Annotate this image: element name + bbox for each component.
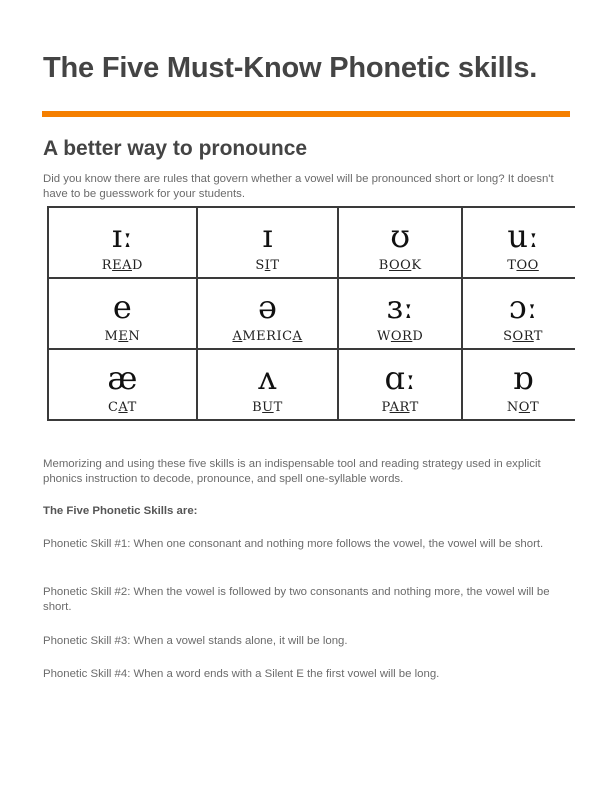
ipa-chart-cell <box>462 349 584 420</box>
underlined-vowel: A <box>292 329 303 344</box>
ipa-symbol: ʌ <box>258 359 277 397</box>
page-clip-edge <box>575 200 612 430</box>
example-word: BUT <box>252 400 283 415</box>
example-word: MEN <box>104 329 141 344</box>
ipa-chart-cell <box>48 207 197 278</box>
underlined-vowel: U <box>262 400 274 415</box>
skills-heading: The Five Phonetic Skills are: <box>43 505 198 517</box>
ipa-chart-cell <box>48 278 197 349</box>
ipa-symbol: ə <box>257 288 277 326</box>
ipa-symbol: ɪː <box>111 217 133 255</box>
example-word: TOO <box>507 258 539 273</box>
ipa-chart-row <box>48 207 612 278</box>
underlined-vowel: I <box>264 258 271 273</box>
example-word: CAT <box>107 400 137 415</box>
ipa-symbol: ɑː <box>384 359 416 397</box>
ipa-chart-cell <box>338 207 462 278</box>
example-word: AMERICA <box>232 329 303 344</box>
skill-3: Phonetic Skill #3: When a vowel stands alone, it will be long. <box>43 635 348 647</box>
example-word: WORD <box>377 329 424 344</box>
ipa-chart-row <box>48 278 612 349</box>
ipa-symbol: e <box>112 288 132 326</box>
ipa-chart-cell <box>338 278 462 349</box>
title-underline-rule <box>42 111 570 117</box>
skill-4: Phonetic Skill #4: When a word ends with a Silent E the first vowel will be long. <box>43 668 440 680</box>
ipa-chart-cell <box>462 278 584 349</box>
ipa-symbol: æ <box>107 359 138 397</box>
underlined-vowel: AR <box>389 400 410 415</box>
underlined-vowel: A <box>118 400 128 415</box>
ipa-chart-cell <box>197 207 338 278</box>
ipa-vowel-chart <box>47 206 612 421</box>
ipa-chart-cell <box>462 207 584 278</box>
skill-2: Phonetic Skill #2: When the vowel is followed by two consonants and nothing more, the vowel will be short. <box>43 586 550 613</box>
ipa-symbol: uː <box>507 217 539 255</box>
ipa-chart-cell <box>48 349 197 420</box>
ipa-symbol: ɪ <box>262 217 273 255</box>
intro-paragraph: Did you know there are rules that govern whether a vowel will be pronounced short or long? It doesn't have to be guesswork for your students. <box>43 173 554 200</box>
underlined-vowel: OO <box>516 258 539 273</box>
ipa-symbol: ɒ <box>512 359 534 397</box>
ipa-chart-row <box>48 349 612 420</box>
example-word: BOOK <box>378 258 422 273</box>
ipa-symbol: ɜː <box>386 288 414 326</box>
example-word: SIT <box>255 258 280 273</box>
example-word: NOT <box>506 400 540 415</box>
underlined-vowel: EA <box>112 258 132 273</box>
ipa-symbol: ʊ <box>390 217 411 255</box>
example-word: PART <box>381 400 419 415</box>
underlined-vowel: OR <box>512 329 534 344</box>
underlined-vowel: A <box>232 329 243 344</box>
section-heading: A better way to pronounce <box>43 137 308 160</box>
example-word: SORT <box>503 329 543 344</box>
example-word: READ <box>101 258 143 273</box>
underlined-vowel: O <box>518 400 530 415</box>
skill-1: Phonetic Skill #1: When one consonant and nothing more follows the vowel, the vowel will be short. <box>43 538 544 550</box>
underlined-vowel: E <box>118 329 129 344</box>
ipa-chart-cell <box>197 349 338 420</box>
memorizing-paragraph: Memorizing and using these five skills is an indispensable tool and reading strategy used in explicit phonics instruction to decode, pronounce, and spell one-syllable words. <box>43 458 541 485</box>
underlined-vowel: OO <box>389 258 412 273</box>
page-title: The Five Must-Know Phonetic skills. <box>43 52 538 84</box>
ipa-symbol: ɔː <box>508 288 538 326</box>
ipa-chart-cell <box>197 278 338 349</box>
underlined-vowel: OR <box>390 329 413 344</box>
ipa-chart-cell <box>338 349 462 420</box>
